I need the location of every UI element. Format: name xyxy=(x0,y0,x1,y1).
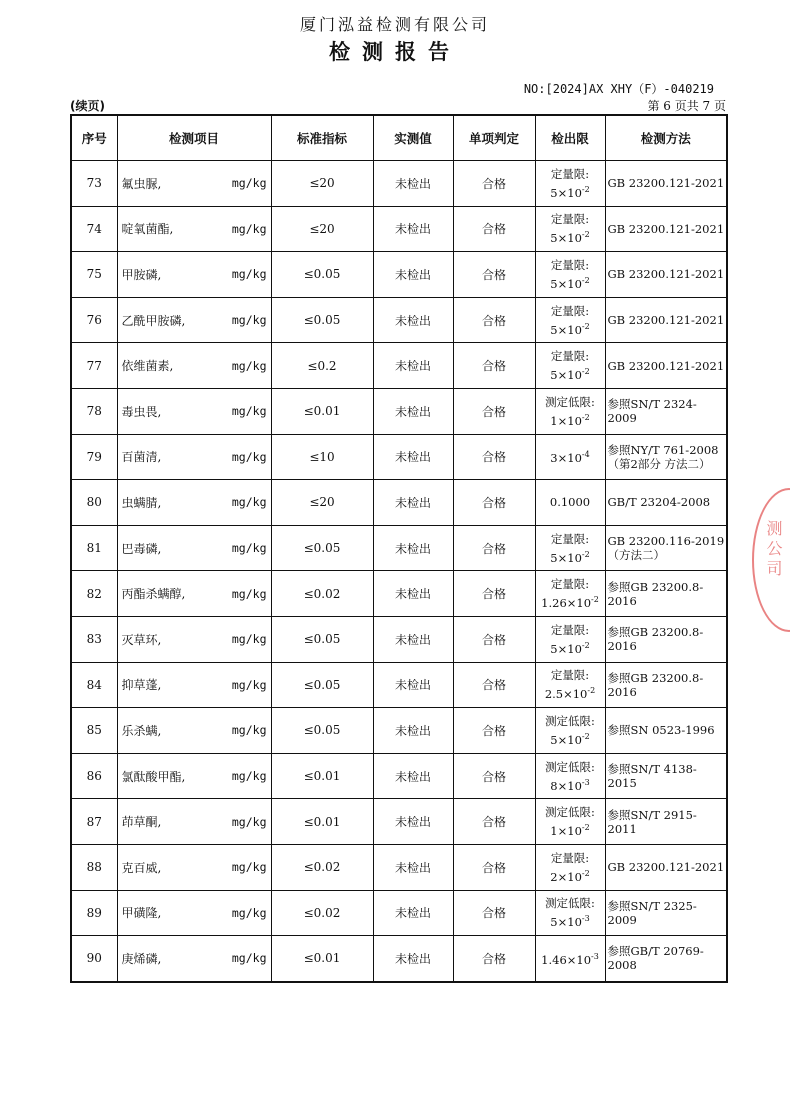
judgement-value: 合格 xyxy=(453,343,535,389)
limit-label: 定量限: xyxy=(550,531,590,546)
standard-value: ≤0.01 xyxy=(271,936,373,982)
test-method: GB 23200.121-2021 xyxy=(605,343,727,389)
table-row xyxy=(71,297,727,343)
row-number: 85 xyxy=(71,708,117,754)
measured-value: 未检出 xyxy=(373,708,453,754)
header-standard: 标准指标 xyxy=(271,115,373,161)
row-number: 73 xyxy=(71,161,117,207)
standard-value: ≤0.01 xyxy=(271,753,373,799)
test-item xyxy=(117,252,271,298)
detection-limit xyxy=(535,343,605,389)
standard-value: ≤0.05 xyxy=(271,525,373,571)
test-item-name: 乙酰甲胺磷, xyxy=(121,313,186,328)
test-item-unit: mg/kg xyxy=(231,267,267,282)
standard-value: ≤20 xyxy=(271,480,373,526)
detection-limit xyxy=(535,890,605,936)
test-method: 参照SN/T 2915-2011 xyxy=(605,799,727,845)
standard-value: ≤0.05 xyxy=(271,252,373,298)
limit-value: 1×10 xyxy=(550,824,582,839)
row-number: 74 xyxy=(71,206,117,252)
row-number: 78 xyxy=(71,388,117,434)
test-item-unit: mg/kg xyxy=(231,769,267,784)
test-item-name: 甲磺隆, xyxy=(121,906,162,921)
judgement-value: 合格 xyxy=(453,206,535,252)
measured-value: 未检出 xyxy=(373,252,453,298)
judgement-value: 合格 xyxy=(453,434,535,480)
limit-exponent: -2 xyxy=(581,412,590,422)
test-item xyxy=(117,480,271,526)
test-item xyxy=(117,799,271,845)
limit-label: 定量限: xyxy=(550,668,590,683)
limit-exponent: -3 xyxy=(581,914,590,924)
row-number: 83 xyxy=(71,616,117,662)
test-item-name: 茚草酮, xyxy=(121,815,162,830)
judgement-value: 合格 xyxy=(453,616,535,662)
test-method: 参照GB 23200.8-2016 xyxy=(605,571,727,617)
test-item-unit: mg/kg xyxy=(231,586,267,601)
table-body xyxy=(71,161,727,982)
test-item xyxy=(117,936,271,982)
detection-limit xyxy=(535,844,605,890)
limit-label: 定量限: xyxy=(550,166,590,181)
report-number: NO:[2024]AX XHY（F）-040219 xyxy=(523,82,714,96)
header-judgement: 单项判定 xyxy=(453,115,535,161)
test-item-unit: mg/kg xyxy=(231,677,267,692)
measured-value: 未检出 xyxy=(373,890,453,936)
test-item-name: 巴毒磷, xyxy=(121,541,162,556)
measured-value: 未检出 xyxy=(373,571,453,617)
limit-value: 2.5×10 xyxy=(544,687,588,702)
report-title: 检测报告 xyxy=(329,40,461,64)
standard-value: ≤20 xyxy=(271,206,373,252)
limit-value: 0.1000 xyxy=(549,495,591,510)
judgement-value: 合格 xyxy=(453,662,535,708)
row-number: 77 xyxy=(71,343,117,389)
standard-value: ≤10 xyxy=(271,434,373,480)
stamp-text: 测公司 xyxy=(764,520,783,580)
table-row xyxy=(71,571,727,617)
limit-exponent: -3 xyxy=(591,951,599,961)
test-item-unit: mg/kg xyxy=(231,814,267,829)
test-item-name: 甲胺磷, xyxy=(121,267,162,282)
test-item-name: 氟虫脲, xyxy=(121,176,162,191)
test-method: 参照GB 23200.8-2016 xyxy=(605,616,727,662)
test-item xyxy=(117,662,271,708)
test-method: 参照SN/T 2324-2009 xyxy=(605,388,727,434)
row-number: 81 xyxy=(71,525,117,571)
limit-label: 定量限: xyxy=(550,258,590,273)
test-item-unit: mg/kg xyxy=(231,313,267,328)
test-item-unit: mg/kg xyxy=(231,632,267,647)
standard-value: ≤0.02 xyxy=(271,890,373,936)
company-name: 厦门泓益检测有限公司 xyxy=(299,15,490,34)
test-item-unit: mg/kg xyxy=(231,860,267,875)
test-item-name: 虫螨腈, xyxy=(121,495,162,510)
table-row xyxy=(71,890,727,936)
table-row xyxy=(71,343,727,389)
test-item-unit: mg/kg xyxy=(231,449,267,464)
test-item xyxy=(117,161,271,207)
limit-exponent: -2 xyxy=(581,321,590,331)
limit-value: 5×10 xyxy=(550,368,582,383)
header-measured: 实测值 xyxy=(373,115,453,161)
row-number: 76 xyxy=(71,297,117,343)
measured-value: 未检出 xyxy=(373,616,453,662)
standard-value: ≤0.2 xyxy=(271,343,373,389)
limit-label: 测定低限: xyxy=(545,714,595,728)
row-number: 87 xyxy=(71,799,117,845)
standard-value: ≤20 xyxy=(271,161,373,207)
test-method: 参照NY/T 761-2008（第2部分 方法二） xyxy=(605,434,727,480)
test-method: 参照SN/T 4138-2015 xyxy=(605,753,727,799)
page-info: 第 6 页共 7 页 xyxy=(647,99,726,113)
limit-value: 5×10 xyxy=(550,550,582,565)
test-method: 参照GB/T 20769-2008 xyxy=(605,936,727,982)
limit-value: 5×10 xyxy=(550,915,582,930)
header-limit: 检出限 xyxy=(535,115,605,161)
row-number: 90 xyxy=(71,936,117,982)
limit-exponent: -3 xyxy=(581,777,590,787)
table-header-row xyxy=(71,115,727,161)
table-row xyxy=(71,936,727,982)
test-item-name: 抑草蓬, xyxy=(121,678,162,693)
test-item xyxy=(117,890,271,936)
limit-exponent: -2 xyxy=(581,732,590,741)
test-item-name: 依维菌素, xyxy=(121,359,174,374)
table-row xyxy=(71,525,727,571)
test-item-unit: mg/kg xyxy=(231,905,267,920)
limit-label: 定量限: xyxy=(550,349,590,364)
measured-value: 未检出 xyxy=(373,343,453,389)
detection-limit xyxy=(535,936,605,982)
detection-limit xyxy=(535,616,605,662)
limit-value: 1.46×10 xyxy=(541,952,592,967)
test-item-unit: mg/kg xyxy=(231,495,267,510)
test-item-name: 克百威, xyxy=(121,860,162,875)
header-item: 检测项目 xyxy=(117,115,271,161)
detection-limit xyxy=(535,571,605,617)
limit-label: 测定低限: xyxy=(545,394,595,409)
limit-exponent: -4 xyxy=(581,450,590,460)
measured-value: 未检出 xyxy=(373,525,453,571)
limit-exponent: -2 xyxy=(581,868,590,878)
judgement-value: 合格 xyxy=(453,161,535,207)
table-row xyxy=(71,662,727,708)
test-method: GB 23200.121-2021 xyxy=(605,161,727,207)
standard-value: ≤0.05 xyxy=(271,616,373,662)
limit-label: 定量限: xyxy=(550,212,590,227)
test-item xyxy=(117,206,271,252)
limit-exponent: -2 xyxy=(591,595,599,605)
limit-label: 测定低限: xyxy=(545,805,595,820)
measured-value: 未检出 xyxy=(373,434,453,480)
company-stamp xyxy=(752,488,790,632)
limit-value: 5×10 xyxy=(550,732,582,747)
limit-label: 定量限: xyxy=(550,577,590,592)
detection-limit xyxy=(535,161,605,207)
table-row xyxy=(71,708,727,754)
test-method: 参照GB 23200.8-2016 xyxy=(605,662,727,708)
table-row xyxy=(71,844,727,890)
judgement-value: 合格 xyxy=(453,525,535,571)
judgement-value: 合格 xyxy=(453,844,535,890)
results-table xyxy=(70,114,728,983)
test-item-name: 氯酞酸甲酯, xyxy=(121,769,186,784)
detection-limit xyxy=(535,434,605,480)
limit-exponent: -2 xyxy=(581,640,590,650)
table-row xyxy=(71,388,727,434)
detection-limit xyxy=(535,799,605,845)
limit-label: 定量限: xyxy=(550,303,590,318)
test-item xyxy=(117,753,271,799)
limit-label: 测定低限: xyxy=(545,896,595,911)
row-number: 82 xyxy=(71,571,117,617)
limit-value: 1×10 xyxy=(550,413,582,428)
standard-value: ≤0.02 xyxy=(271,844,373,890)
test-item xyxy=(117,343,271,389)
standard-value: ≤0.05 xyxy=(271,708,373,754)
row-number: 86 xyxy=(71,753,117,799)
limit-exponent: -2 xyxy=(581,276,590,286)
limit-value: 5×10 xyxy=(550,231,582,246)
limit-value: 3×10 xyxy=(550,451,582,466)
measured-value: 未检出 xyxy=(373,297,453,343)
test-item-unit: mg/kg xyxy=(231,358,267,373)
test-item xyxy=(117,616,271,662)
table-row xyxy=(71,480,727,526)
table-row xyxy=(71,753,727,799)
limit-value: 2×10 xyxy=(550,869,582,884)
measured-value: 未检出 xyxy=(373,161,453,207)
row-number: 88 xyxy=(71,844,117,890)
test-item-name: 灭草环, xyxy=(121,632,162,647)
test-item-name: 百菌清, xyxy=(121,450,162,465)
judgement-value: 合格 xyxy=(453,297,535,343)
test-method: GB 23200.121-2021 xyxy=(605,297,727,343)
test-item-name: 庚烯磷, xyxy=(121,951,162,966)
limit-exponent: -2 xyxy=(581,230,590,240)
test-method: GB 23200.121-2021 xyxy=(605,844,727,890)
limit-exponent: -2 xyxy=(581,823,590,833)
standard-value: ≤0.05 xyxy=(271,297,373,343)
test-method: GB 23200.116-2019（方法二） xyxy=(605,525,727,571)
limit-value: 5×10 xyxy=(550,641,582,656)
test-item-unit: mg/kg xyxy=(231,951,267,966)
table-row xyxy=(71,252,727,298)
table-row xyxy=(71,799,727,845)
header-no: 序号 xyxy=(71,115,117,161)
test-item xyxy=(117,388,271,434)
row-number: 80 xyxy=(71,480,117,526)
limit-exponent: -2 xyxy=(581,367,590,377)
judgement-value: 合格 xyxy=(453,753,535,799)
table-row xyxy=(71,434,727,480)
test-method: GB 23200.121-2021 xyxy=(605,206,727,252)
limit-value: 8×10 xyxy=(550,778,582,793)
test-item-unit: mg/kg xyxy=(231,541,267,556)
measured-value: 未检出 xyxy=(373,480,453,526)
measured-value: 未检出 xyxy=(373,206,453,252)
measured-value: 未检出 xyxy=(373,388,453,434)
judgement-value: 合格 xyxy=(453,799,535,845)
test-item-unit: mg/kg xyxy=(231,176,267,191)
test-item-unit: mg/kg xyxy=(231,723,267,738)
test-item xyxy=(117,571,271,617)
limit-exponent: -2 xyxy=(587,686,596,696)
measured-value: 未检出 xyxy=(373,799,453,845)
test-method: 参照SN 0523-1996 xyxy=(605,708,727,754)
table-row xyxy=(71,161,727,207)
test-item xyxy=(117,297,271,343)
test-item-unit: mg/kg xyxy=(231,404,267,419)
test-item xyxy=(117,434,271,480)
detection-limit xyxy=(535,388,605,434)
row-number: 84 xyxy=(71,662,117,708)
row-number: 75 xyxy=(71,252,117,298)
judgement-value: 合格 xyxy=(453,571,535,617)
detection-limit xyxy=(535,708,605,754)
table-row xyxy=(71,206,727,252)
measured-value: 未检出 xyxy=(373,662,453,708)
header-method: 检测方法 xyxy=(605,115,727,161)
test-item-name: 啶氧菌酯, xyxy=(121,222,174,237)
test-method: GB/T 23204-2008 xyxy=(605,480,727,526)
continued-label: (续页) xyxy=(70,99,105,113)
limit-label: 定量限: xyxy=(550,622,590,637)
row-number: 79 xyxy=(71,434,117,480)
row-number: 89 xyxy=(71,890,117,936)
measured-value: 未检出 xyxy=(373,844,453,890)
test-method: GB 23200.121-2021 xyxy=(605,252,727,298)
detection-limit xyxy=(535,525,605,571)
detection-limit xyxy=(535,252,605,298)
judgement-value: 合格 xyxy=(453,252,535,298)
measured-value: 未检出 xyxy=(373,753,453,799)
test-item-name: 丙酯杀螨醇, xyxy=(121,587,186,602)
standard-value: ≤0.01 xyxy=(271,799,373,845)
test-method: 参照SN/T 2325-2009 xyxy=(605,890,727,936)
detection-limit xyxy=(535,297,605,343)
test-item-name: 乐杀螨, xyxy=(121,723,162,738)
limit-label: 定量限: xyxy=(550,850,590,865)
judgement-value: 合格 xyxy=(453,708,535,754)
judgement-value: 合格 xyxy=(453,480,535,526)
test-item-unit: mg/kg xyxy=(231,221,267,236)
table-row xyxy=(71,616,727,662)
limit-label: 测定低限: xyxy=(545,759,595,774)
test-item xyxy=(117,844,271,890)
detection-limit xyxy=(535,480,605,526)
test-item-name: 毒虫畏, xyxy=(121,404,162,419)
detection-limit xyxy=(535,206,605,252)
standard-value: ≤0.05 xyxy=(271,662,373,708)
detection-limit xyxy=(535,753,605,799)
limit-value: 5×10 xyxy=(550,276,582,291)
detection-limit xyxy=(535,662,605,708)
judgement-value: 合格 xyxy=(453,890,535,936)
test-item xyxy=(117,525,271,571)
test-item xyxy=(117,708,271,754)
measured-value: 未检出 xyxy=(373,936,453,982)
limit-exponent: -2 xyxy=(581,184,590,194)
limit-value: 1.26×10 xyxy=(541,596,592,611)
standard-value: ≤0.01 xyxy=(271,388,373,434)
standard-value: ≤0.02 xyxy=(271,571,373,617)
limit-value: 5×10 xyxy=(550,322,582,337)
limit-value: 5×10 xyxy=(550,185,582,200)
judgement-value: 合格 xyxy=(453,936,535,982)
judgement-value: 合格 xyxy=(453,388,535,434)
limit-exponent: -2 xyxy=(581,549,590,559)
